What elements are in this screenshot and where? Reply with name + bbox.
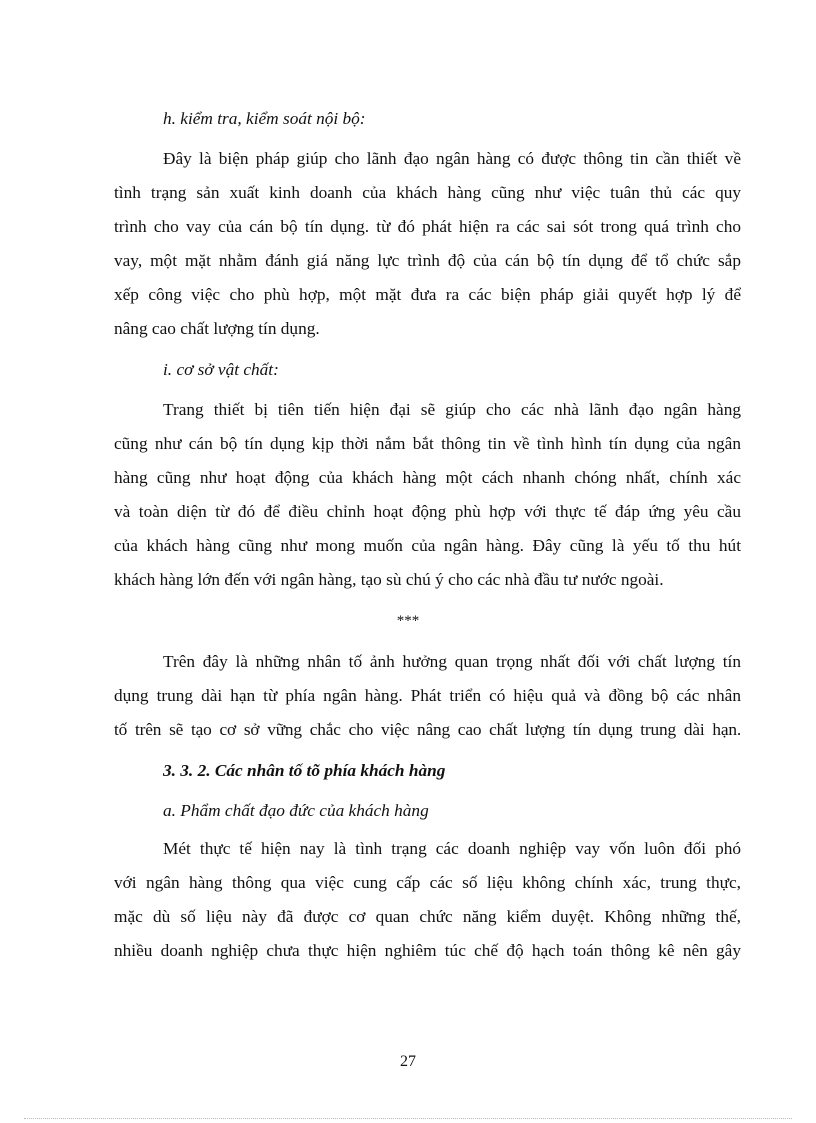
paragraph-line: xếp công việc cho phù hợp, một mặt đưa ra các biện pháp giải quyết hợp lý để — [114, 285, 741, 304]
paragraph-line: hàng cũng như hoạt động của khách hàng một cách nhanh chóng nhất, chính xác — [114, 468, 741, 487]
paragraph-line: dụng trung dài hạn từ phía ngân hàng. Phát triển có hiệu quả và đồng bộ các nhân — [114, 686, 741, 705]
paragraph-line: của khách hàng cũng như mong muốn của ngân hàng. Đây cũng là yếu tố thu hút — [114, 536, 741, 555]
paragraph-line: mặc dù số liệu này đã được cơ quan chức năng kiểm duyệt. Không những thế, — [114, 907, 741, 926]
paragraph-line: Mét thực tế hiện nay là tình trạng các doanh nghiệp vay vốn luôn đối phó — [163, 839, 741, 858]
paragraph-line: với ngân hàng thông qua việc cung cấp các số liệu không chính xác, trung thực, — [114, 873, 741, 892]
paragraph-line: trình cho vay của cán bộ tín dụng. từ đó phát hiện ra các sai sót trong quá trình cho — [114, 217, 741, 236]
paragraph-line: vay, một mặt nhằm đánh giá năng lực trình độ của cán bộ tín dụng để tổ chức sắp — [114, 251, 741, 270]
paragraph-line: nhiều doanh nghiệp chưa thực hiện nghiêm túc chế độ hạch toán thông kê nên gây — [114, 941, 741, 960]
paragraph-line: và toàn diện từ đó để điều chỉnh hoạt động phù hợp với thực tế đáp ứng yêu cầu — [114, 502, 741, 521]
paragraph-line: khách hàng lớn đến với ngân hàng, tạo sù chú ý cho các nhà đầu tư nước ngoài. — [114, 570, 664, 589]
section-separator: *** — [396, 613, 420, 629]
page-bottom-border — [24, 1118, 792, 1119]
paragraph-line: Trang thiết bị tiên tiến hiện đại sẽ giúp cho các nhà lãnh đạo ngân hàng — [163, 400, 741, 419]
paragraph-line: Trên đây là những nhân tố ảnh hưởng quan trọng nhất đối với chất lượng tín — [163, 652, 741, 671]
subsection-heading: a. Phẩm chất đạo đức của khách hàng — [163, 801, 429, 820]
paragraph-line: tình trạng sản xuất kinh doanh của khách hàng cũng như việc tuân thủ các quy — [114, 183, 741, 202]
paragraph-line: cũng như cán bộ tín dụng kịp thời nắm bắt thông tin về tình hình tín dụng của ngân — [114, 434, 741, 453]
page-number: 27 — [400, 1053, 416, 1070]
section-heading: 3. 3. 2. Các nhân tố tõ phía khách hàng — [163, 761, 446, 780]
paragraph-line: tố trên sẽ tạo cơ sở vững chắc cho việc nâng cao chất lượng tín dụng trung dài hạn. — [114, 720, 741, 739]
section-heading: i. cơ sở vật chất: — [163, 360, 279, 379]
section-heading: h. kiểm tra, kiểm soát nội bộ: — [163, 109, 366, 128]
paragraph-line: Đây là biện pháp giúp cho lãnh đạo ngân hàng có được thông tin cần thiết về — [163, 149, 741, 168]
paragraph-line: nâng cao chất lượng tín dụng. — [114, 319, 320, 338]
